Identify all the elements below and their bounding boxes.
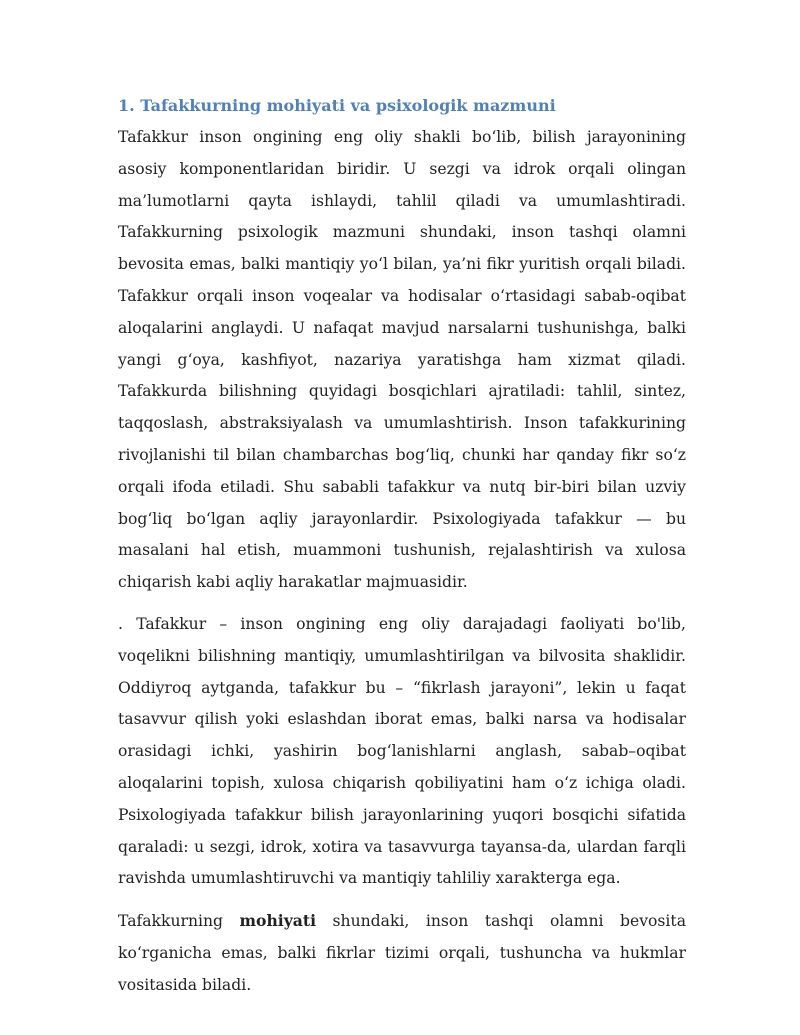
- bold-term-mohiyati: mohiyati: [239, 911, 317, 931]
- paragraph-2: . Tafakkur – inson ongining eng oliy darajadagi faoliyati bo'lib, voqelikni bilishning mantiqiy, umumlashtirilgan va bilvosita shaklidir. Oddiyroq aytganda, tafakkur bu – “fikrlash jarayoni”, lekin u faqat tasavvur qilish yoki eslashdan iborat emas, balki narsa va hodisalar orasidagi ichki, yashirin bog‘lanishlarni anglash, sabab–oqibat aloqalarini topish, xulosa chiqarish qobiliyatini ham o‘z ichiga oladi. Psixologiyada tafakkur bilish jarayonlarining yuqori bosqichi sifatida qaraladi: u sezgi, idrok, xotira va tasavvurga tayansa-da, ulardan farqli ravishda umumlashtiruvchi va mantiqiy tahliliy xarakterga ega.: [118, 614, 686, 888]
- section-heading: 1. Tafakkurning mohiyati va psixologik mazmuni: [118, 96, 556, 115]
- paragraph-3: [118, 905, 686, 1001]
- paragraph-1: Tafakkur inson ongining eng oliy shakli bo‘lib, bilish jarayonining asosiy komponentlaridan biridir. U sezgi va idrok orqali olingan ma’lumotlarni qayta ishlaydi, tahlil qiladi va umumlashtiradi. Tafakkurning psixologik mazmuni shundaki, inson tashqi olamni bevosita emas, balki mantiqiy yo‘l bilan, ya’ni fikr yuritish orqali biladi. Tafakkur orqali inson voqealar va hodisalar o‘rtasidagi sabab-oqibat aloqalarini anglaydi. U nafaqat mavjud narsalarni tushunishga, balki yangi g‘oya, kashfiyot, nazariya yaratishga ham xizmat qiladi. Tafakkurda bilishning quyidagi bosqichlari ajratiladi: tahlil, sintez, taqqoslash, abstraksiyalash va umumlashtirish. Inson tafakkurining rivojlanishi til bilan chambarchas bog‘liq, chunki har qanday fikr so‘z orqali ifoda etiladi. Shu sababli tafakkur va nutq bir-biri bilan uzviy bog‘liq bo‘lgan aqliy jarayonlardir. Psixologiyada tafakkur — bu masalani hal etish, muammoni tushunish, rejalashtirish va xulosa chiqarish kabi aqliy harakatlar majmuasidir.: [118, 128, 686, 592]
- paragraph-3-rest: shundaki, inson tashqi olamni bevosita ko‘rganicha emas, balki fikrlar tizimi orqali, tushuncha va hukmlar vositasida biladi.: [118, 912, 686, 994]
- paragraph-3-start: Tafakkurning: [118, 912, 240, 931]
